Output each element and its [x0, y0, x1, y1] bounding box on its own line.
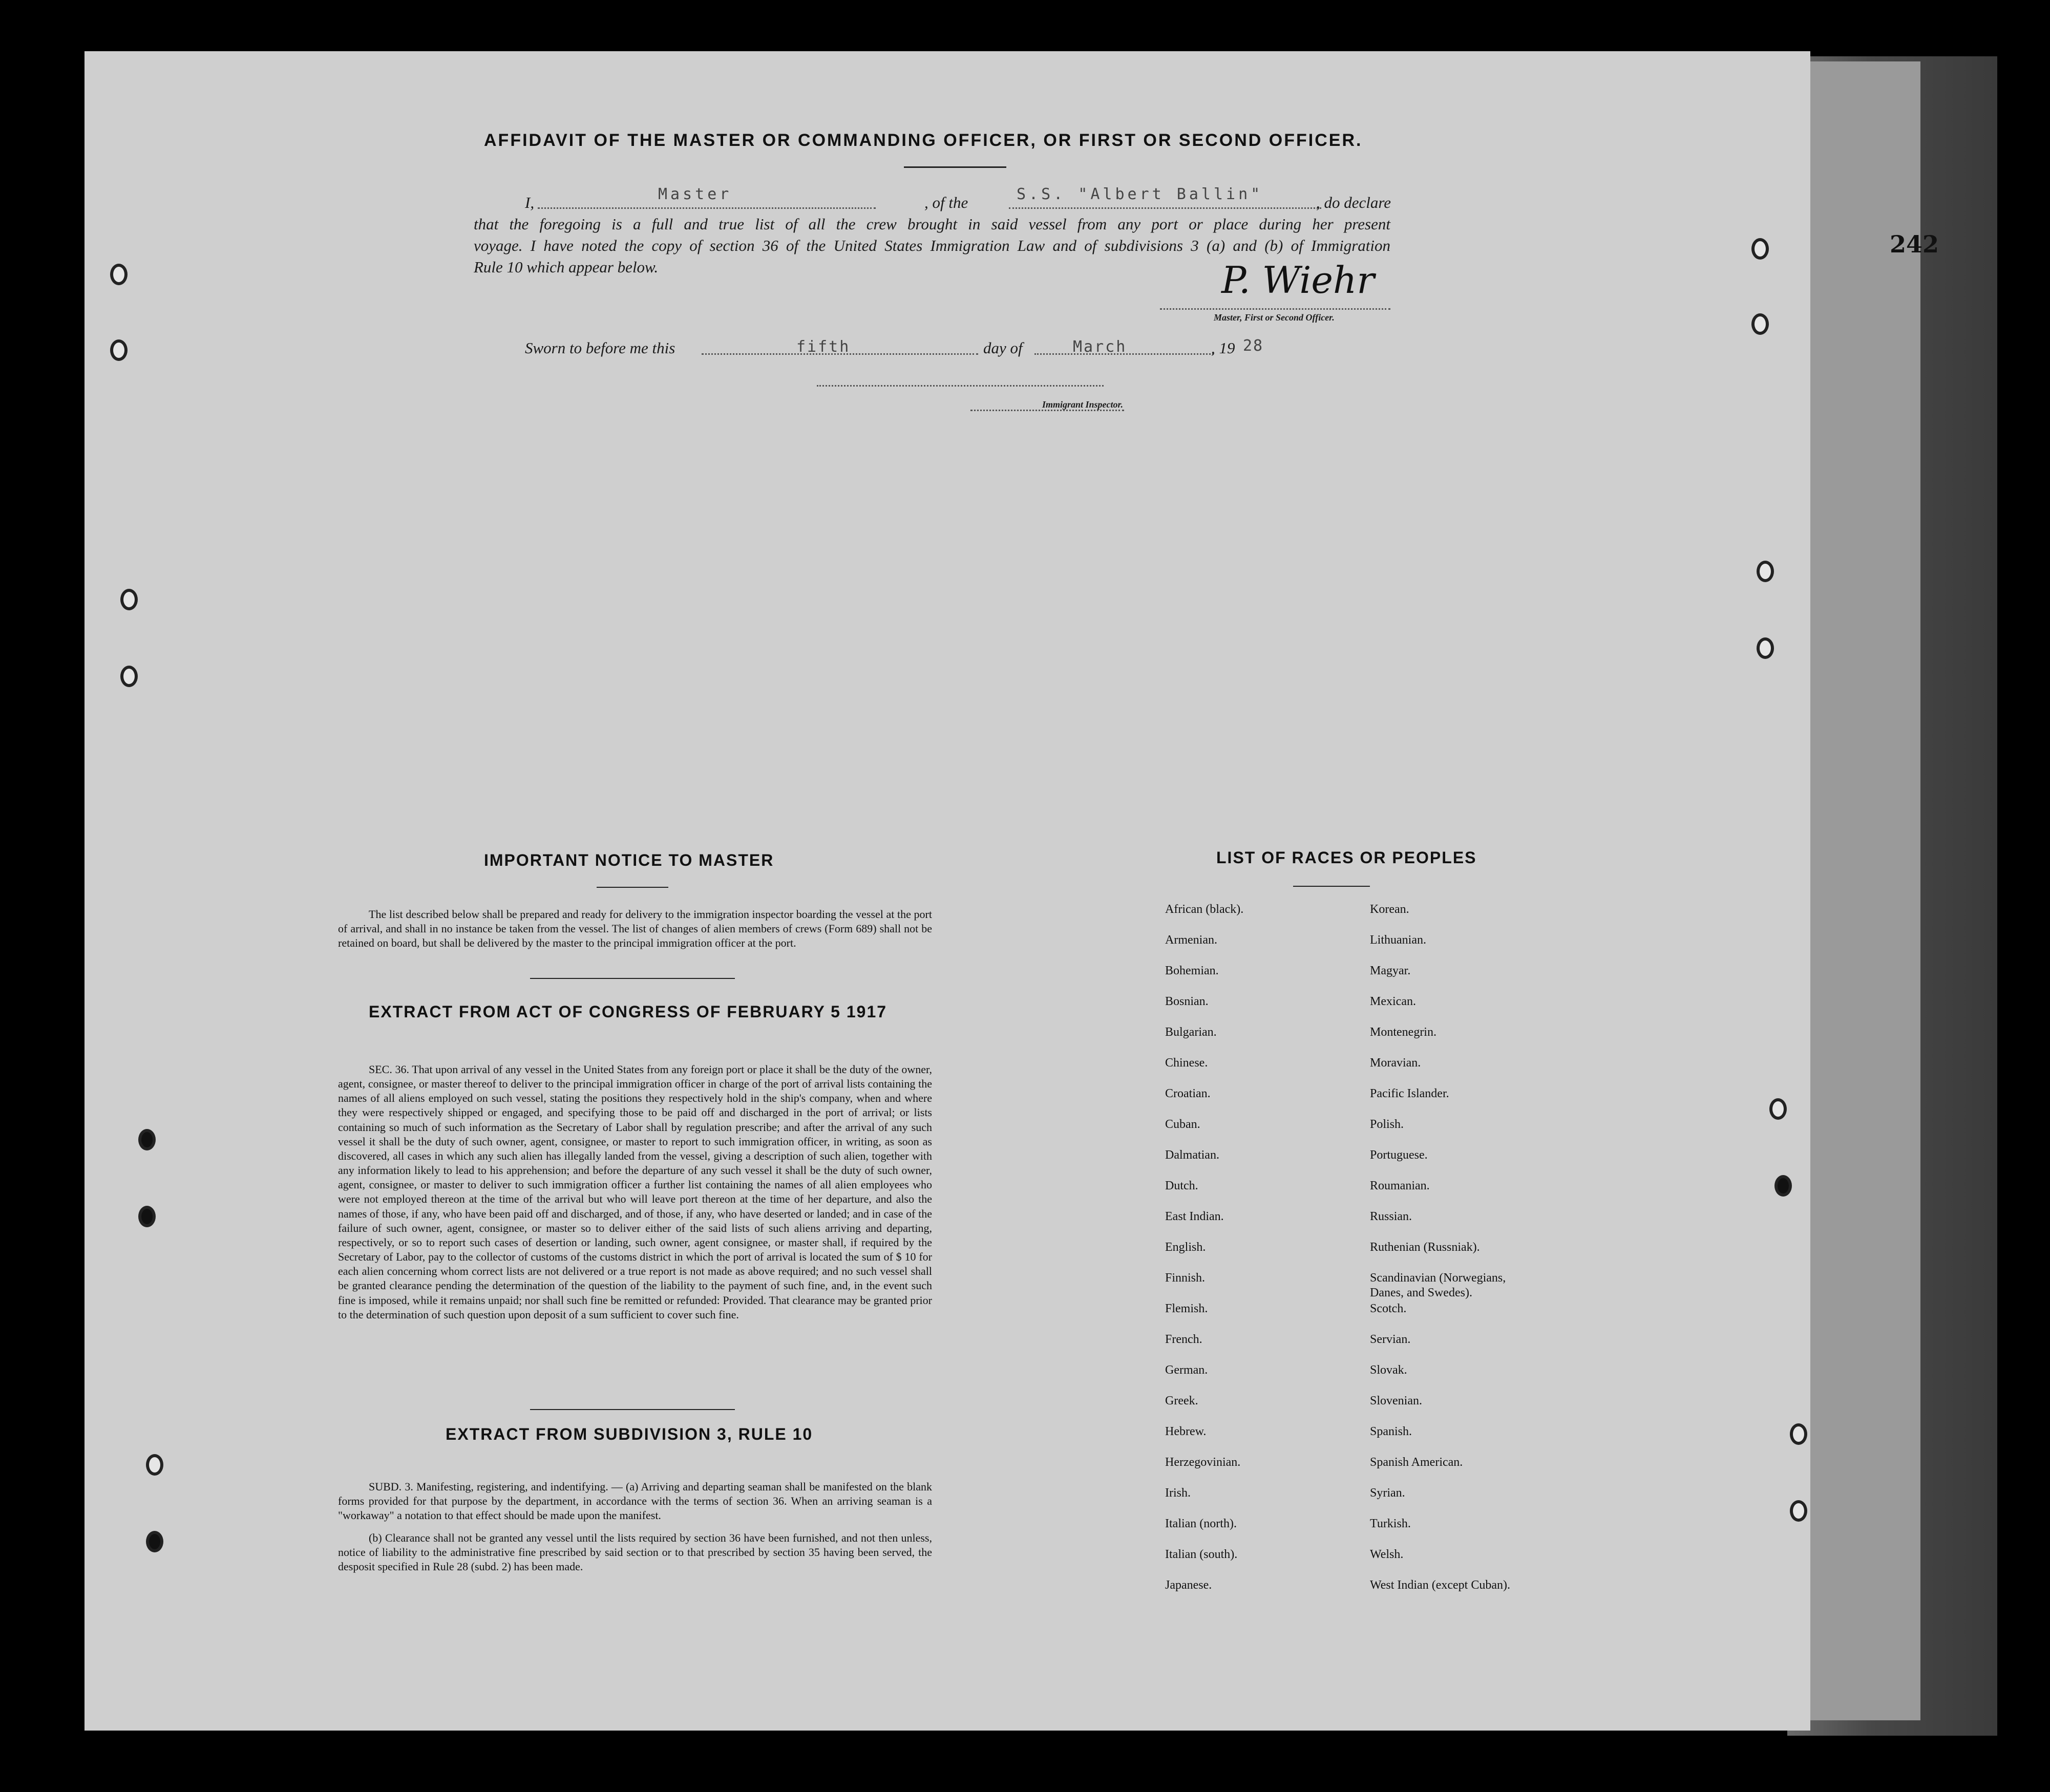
race-item: German. — [1165, 1363, 1208, 1377]
title-rule — [904, 166, 1006, 168]
binder-hole — [110, 339, 128, 361]
race-item: Japanese. — [1165, 1578, 1212, 1592]
binder-hole — [1774, 1175, 1792, 1197]
notice-title: IMPORTANT NOTICE TO MASTER — [484, 851, 774, 869]
race-item: Slovak. — [1370, 1363, 1407, 1377]
binder-hole — [1751, 313, 1769, 335]
race-item: Korean. — [1370, 903, 1409, 916]
race-item: Greek. — [1165, 1394, 1198, 1407]
rank-value: Master — [658, 185, 732, 203]
extract-rule-title: EXTRACT FROM SUBDIVISION 3, RULE 10 — [446, 1425, 813, 1443]
race-item: Hebrew. — [1165, 1425, 1207, 1438]
race-item: Spanish. — [1370, 1425, 1412, 1438]
race-item: Montenegrin. — [1370, 1026, 1436, 1039]
binder-hole — [110, 264, 128, 285]
race-item: English. — [1165, 1241, 1206, 1254]
month-value: March — [1073, 338, 1127, 356]
inspector-caption: Immigrant Inspector. — [1042, 399, 1124, 410]
binder-hole — [138, 1129, 156, 1150]
race-item: Irish. — [1165, 1486, 1191, 1500]
race-item: Servian. — [1370, 1333, 1411, 1346]
binder-hole — [120, 666, 138, 687]
sworn-label: Sworn to before me this — [525, 339, 675, 357]
inspector-line-1 — [817, 385, 1104, 387]
race-item: Bohemian. — [1165, 964, 1219, 977]
master-signature: P. Wiehr — [1221, 259, 1375, 302]
race-item: Finnish. — [1165, 1271, 1206, 1285]
binder-hole — [1790, 1500, 1807, 1522]
race-item: Dutch. — [1165, 1179, 1198, 1192]
do-declare-label: , do declare — [1316, 194, 1391, 211]
race-item: Italian (north). — [1165, 1517, 1237, 1530]
race-item: African (black). — [1165, 903, 1244, 916]
race-item: West Indian (except Cuban). — [1370, 1578, 1510, 1592]
notice-body: The list described below shall be prepared and ready for delivery to the immigration inspector boarding the vessel at the port of arrival, and shall in no instance be taken from the vessel. The list of changes of alien members of crews (Form 689) shall not be retained on board, but shall be delivered by the master to the principal immigration officer at the port. — [338, 908, 932, 950]
affidavit-line-3: voyage. I have noted the copy of section 36 of the United States Immigration Law and of subdivisions 3 (a) and (b) of Immigration — [474, 237, 1390, 254]
affidavit-title: AFFIDAVIT OF THE MASTER OR COMMANDING OFFICER, OR FIRST OR SECOND OFFICER. — [484, 131, 1363, 150]
extract-rule-body-a: SUBD. 3. Manifesting, registering, and indentifying. — (a) Arriving and departing seaman shall be manifested on the blank forms provided for that purpose by the department, in accordance with the terms of section 36. When an arriving seaman is a "workaway" a notation to that effect should be made upon the manifest. — [338, 1480, 932, 1522]
binder-hole — [146, 1454, 163, 1476]
binder-hole — [120, 589, 138, 610]
affidavit-line-4: Rule 10 which appear below. — [474, 258, 659, 276]
binder-hole — [146, 1531, 163, 1552]
race-item: Chinese. — [1165, 1056, 1208, 1070]
races-rule — [1293, 886, 1370, 887]
race-item: Dalmatian. — [1165, 1148, 1219, 1162]
race-item: Magyar. — [1370, 964, 1411, 977]
race-item: Roumanian. — [1370, 1179, 1430, 1192]
signature-line — [1160, 308, 1390, 310]
vessel-value: S.S. "Albert Ballin" — [1017, 185, 1263, 203]
document-page — [84, 51, 1810, 1731]
race-item: Turkish. — [1370, 1517, 1411, 1530]
race-item: Slovenian. — [1370, 1394, 1422, 1407]
extract-act-body: SEC. 36. That upon arrival of any vessel in the United States from any foreign port or place it shall be the duty of the owner, agent, consignee, or master thereof to deliver to the principal immigration officer in charge of the port of arrival lists containing the names of all aliens employed on such vessel, stating the positions they respectively hold in the ship's company, when and where they were respectively shipped or engaged, and specifying those to be paid off and discharged in the port of arrival; or lists containing so much of such information as the Secretary of Labor shall by regulation prescribe; and after the arrival of any such vessel it shall be the duty of such owner, agent, consignee, or master to report to such immigration officer, in writing, as soon as discovered, all cases in which any such alien has illegally landed from the vessel, giving a description of such alien, together with any information likely to lead to his apprehension; and before the departure of any such vessel it shall be the duty of such owner, agent, consignee, or master to deliver to such immigration officer a further list containing the names of all alien employees who were not employed thereon at the time of the arrival but who will leave port thereon at the time of her departure, and also the names of those, if any, who have been paid off and discharged, and of those, if any, who have deserted or landed; and in case of the failure of such owner, agent, consignee, or master so to deliver either of the said lists of such aliens arriving and departing, respectively, or so to report such cases of desertion or landing, such owner, agent consignee, or master shall, if required by the Secretary of Labor, pay to the collector of customs of the customs district in which the port of arrival is located the sum of $ 10 for each alien concerning whom correct lists are not delivered or a true report is not made as above required; and no such vessel shall be granted clearance pending the determination of the question of the liability to the payment of such fine, and, in the event such fine is imposed, while it remains unpaid; nor shall such fine be remitted or refunded: Provided. That clearance may be granted prior to the determination of such question upon deposit of a sum sufficient to cover such fine. — [338, 1063, 932, 1321]
race-item: Welsh. — [1370, 1548, 1404, 1561]
affidavit-line-2: that the foregoing is a full and true list of all the crew brought in said vessel from any port or place during her present — [474, 215, 1390, 233]
race-item: Polish. — [1370, 1118, 1404, 1131]
race-item: Croatian. — [1165, 1087, 1211, 1100]
binder-hole — [1757, 561, 1774, 582]
of-the-label: , of the — [924, 194, 968, 211]
race-item: Scandinavian (Norwegians, Danes, and Swedes). — [1370, 1271, 1506, 1299]
race-item: Pacific Islander. — [1370, 1087, 1449, 1100]
binder-hole — [1790, 1423, 1807, 1445]
race-item: Scotch. — [1370, 1302, 1407, 1315]
page-number: 242 — [1890, 230, 1939, 258]
day-of-label: day of — [983, 339, 1023, 357]
race-item: Portuguese. — [1370, 1148, 1428, 1162]
affidavit-i-label: I, — [525, 194, 535, 211]
race-item: Moravian. — [1370, 1056, 1421, 1070]
race-item: Spanish American. — [1370, 1456, 1463, 1469]
year-value: 28 — [1243, 337, 1264, 355]
race-item: Italian (south). — [1165, 1548, 1238, 1561]
race-item: East Indian. — [1165, 1210, 1224, 1223]
race-item: Syrian. — [1370, 1486, 1405, 1500]
race-item: Herzegovinian. — [1165, 1456, 1241, 1469]
notice-rule — [597, 887, 668, 888]
race-item: Bulgarian. — [1165, 1026, 1217, 1039]
binder-hole — [1769, 1098, 1787, 1120]
race-item: Lithuanian. — [1370, 933, 1426, 947]
back-page-strip — [1808, 61, 1920, 1720]
race-item: Cuban. — [1165, 1118, 1200, 1131]
rank-line — [538, 207, 876, 209]
notice-divider — [530, 978, 735, 979]
extract-rule-body-b: (b) Clearance shall not be granted any vessel until the lists required by section 36 have been furnished, and not then unless, notice of liability to the administrative fine prescribed by said section or to that prescribed by section 35 having been served, the desposit specified in Rule 28 (subd. 2) has been made. — [338, 1531, 932, 1573]
race-item: Ruthenian (Russniak). — [1370, 1241, 1480, 1254]
race-item: Russian. — [1370, 1210, 1412, 1223]
binder-hole — [138, 1206, 156, 1227]
race-item: Armenian. — [1165, 933, 1217, 947]
vessel-line — [1009, 207, 1321, 209]
signature-caption: Master, First or Second Officer. — [1214, 312, 1335, 323]
binder-hole — [1757, 637, 1774, 659]
day-value: fifth — [796, 338, 851, 356]
year-prefix: , 19 — [1211, 339, 1235, 357]
race-item: Bosnian. — [1165, 995, 1209, 1008]
races-title: LIST OF RACES OR PEOPLES — [1216, 848, 1477, 867]
extract-act-title: EXTRACT FROM ACT OF CONGRESS OF FEBRUARY 5 1917 — [369, 1002, 887, 1021]
binder-hole — [1751, 238, 1769, 260]
race-item: Mexican. — [1370, 995, 1416, 1008]
race-item: Flemish. — [1165, 1302, 1208, 1315]
act-divider — [530, 1409, 735, 1410]
race-item: French. — [1165, 1333, 1202, 1346]
